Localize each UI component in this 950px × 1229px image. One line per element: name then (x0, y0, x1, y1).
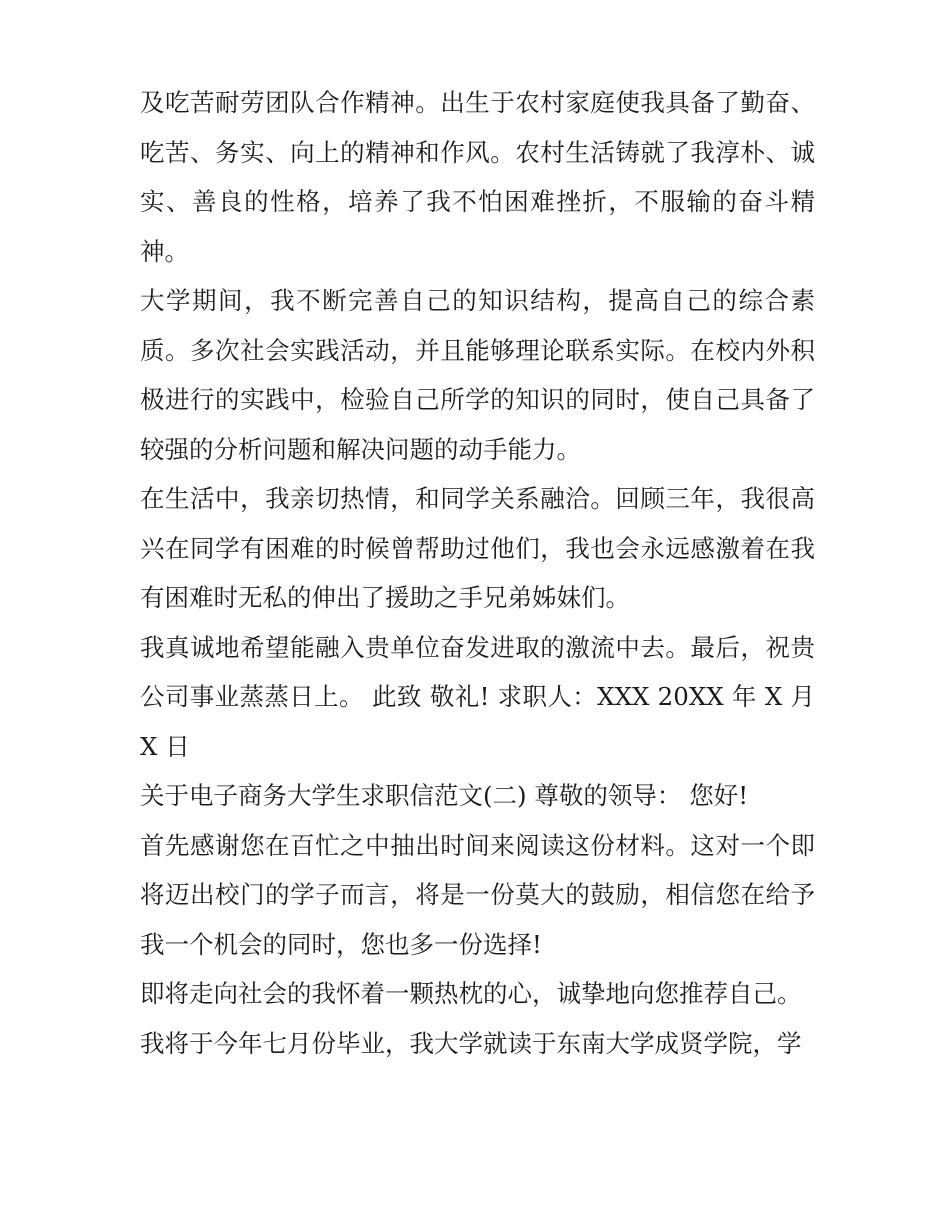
document-body (140, 78, 815, 1068)
paragraph-5: 关于电子商务大学生求职信范文(二) 尊敬的领导： 您好! (140, 781, 749, 810)
paragraph-4: 我真诚地希望能融入贵单位奋发进取的激流中去。最后，祝贵公司事业蒸蒸日上。 此致 敬礼! 求职人：XXX 20XX 年 X 月 X 日 (140, 632, 815, 761)
paragraph-1: 及吃苦耐劳团队合作精神。出生于农村家庭使我具备了勤奋、吃苦、务实、向上的精神和作风。农村生活铸就了我淳朴、诚实、善良的性格，培养了我不怕困难挫折，不服输的奋斗精神。 (140, 88, 815, 266)
paragraph-3: 在生活中，我亲切热情，和同学关系融洽。回顾三年，我很高兴在同学有困难的时候曾帮助过他们，我也会永远感激着在我有困难时无私的伸出了援助之手兄弟姊妹们。 (140, 484, 815, 612)
paragraph-8: 我将于今年七月份毕业，我大学就读于东南大学成贤学院，学 (140, 1028, 802, 1058)
paragraph-6: 首先感谢您在百忙之中抽出时间来阅读这份材料。这对一个即将迈出校门的学子而言，将是一份莫大的鼓励，相信您在给予我一个机会的同时，您也多一份选择! (140, 830, 815, 959)
paragraph-2: 大学期间，我不断完善自己的知识结构，提高自己的综合素质。多次社会实践活动，并且能够理论联系实际。在校内外积极进行的实践中，检验自己所学的知识的同时，使自己具备了较强的分析问题和解决问题的动手能力。 (140, 286, 815, 464)
paragraph-7: 即将走向社会的我怀着一颗热枕的心，诚挚地向您推荐自己。 (140, 979, 802, 1008)
